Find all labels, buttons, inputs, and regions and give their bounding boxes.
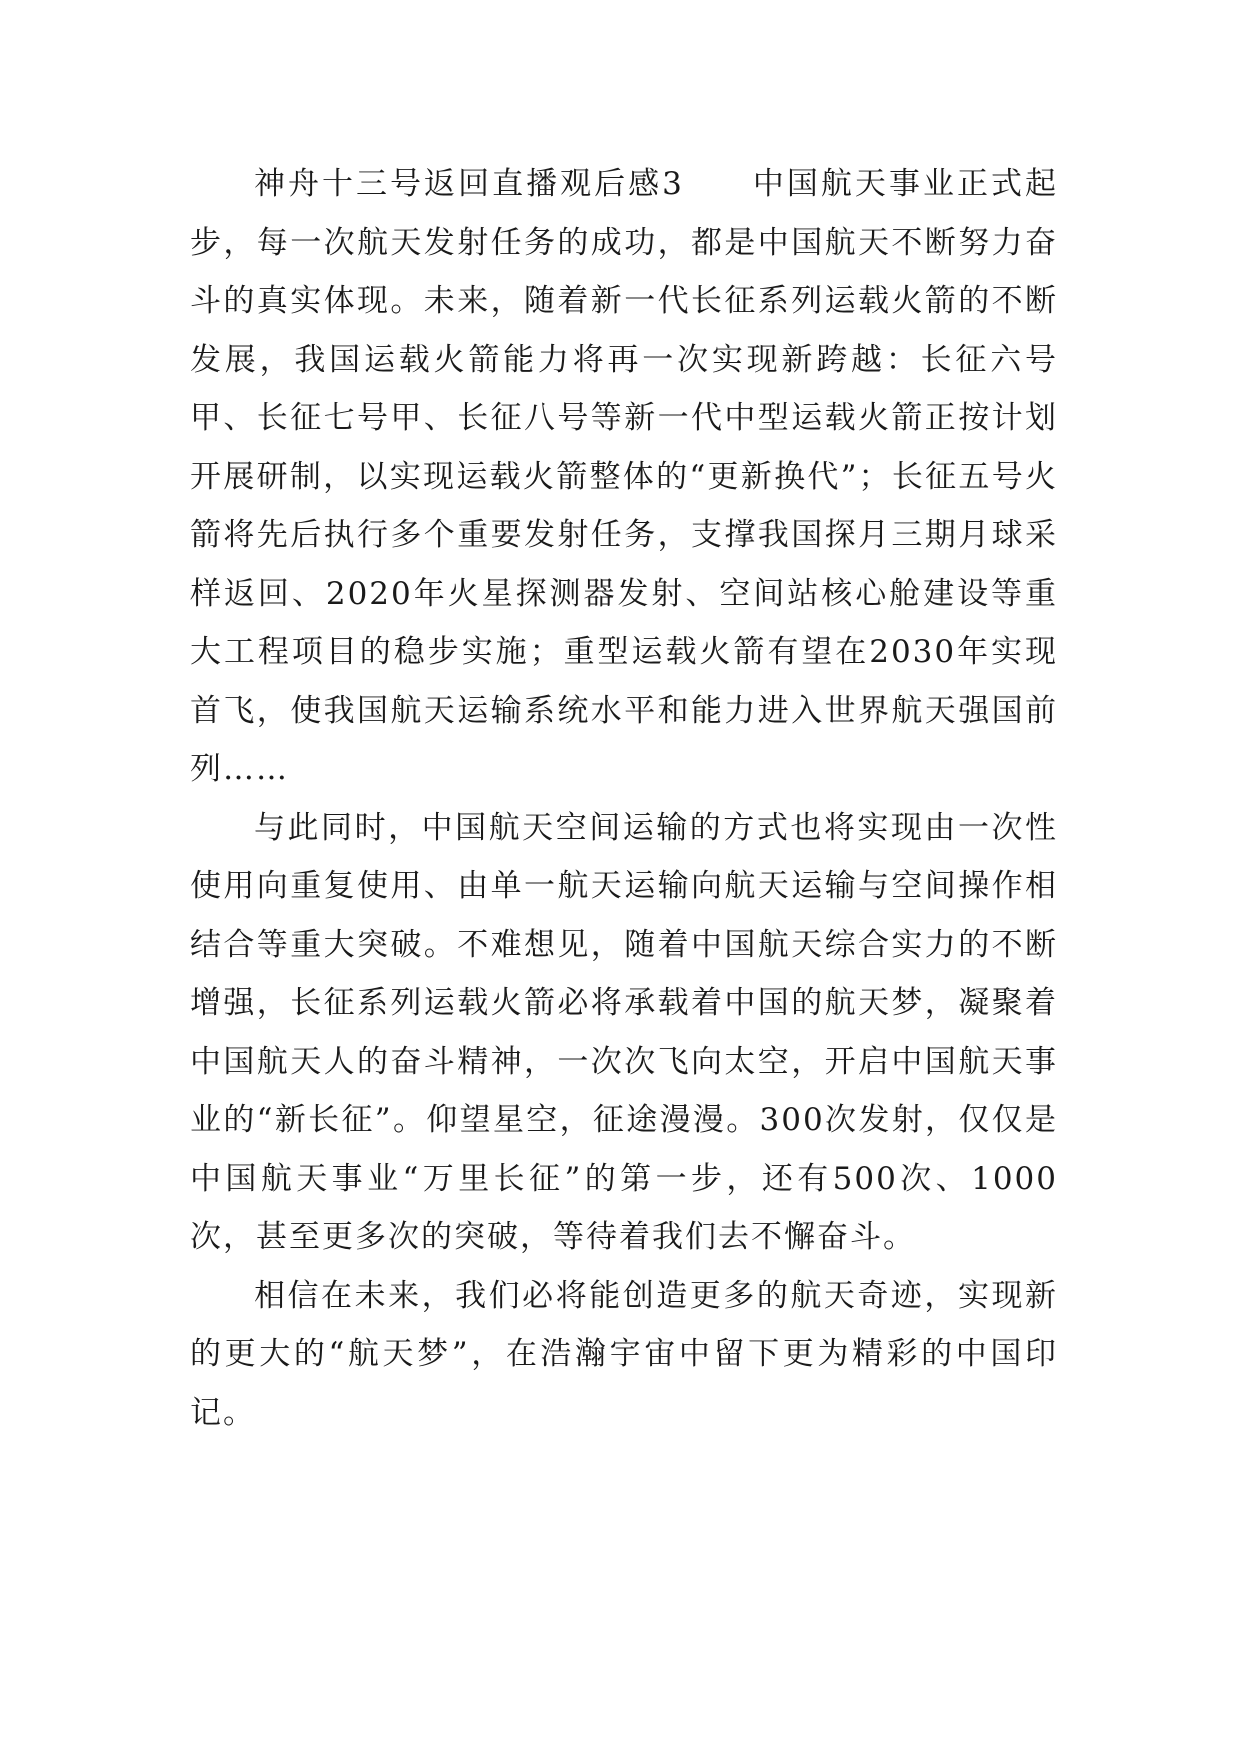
paragraph-1: 神舟十三号返回直播观后感3 中国航天事业正式起步，每一次航天发射任务的成功，都是中国航天不断努力奋斗的真实体现。未来，随着新一代长征系列运载火箭的不断发展，我国运载火箭能力将再一次实现新跨越：长征六号甲、长征七号甲、长征八号等新一代中型运载火箭正按计划开展研制，以实现运载火箭整体的“更新换代”；长征五号火箭将先后执行多个重要发射任务，支撑我国探月三期月球采样返回、2020年火星探测器发射、空间站核心舱建设等重大工程项目的稳步实施；重型运载火箭有望在2030年实现首飞，使我国航天运输系统水平和能力进入世界航天强国前列…… bbox=[190, 166, 1058, 787]
paragraph-2: 与此同时，中国航天空间运输的方式也将实现由一次性使用向重复使用、由单一航天运输向航天运输与空间操作相结合等重大突破。不难想见，随着中国航天综合实力的不断增强，长征系列运载火箭必将承载着中国的航天梦，凝聚着中国航天人的奋斗精神，一次次飞向太空，开启中国航天事业的“新长征”。仰望星空，征途漫漫。300次发射，仅仅是中国航天事业“万里长征”的第一步，还有500次、1000次，甚至更多次的突破，等待着我们去不懈奋斗。 bbox=[190, 809, 1058, 1255]
document-body bbox=[190, 155, 1058, 1442]
paragraph-3: 相信在未来，我们必将能创造更多的航天奇迹，实现新的更大的“航天梦”，在浩瀚宇宙中留下更为精彩的中国印记。 bbox=[190, 1277, 1058, 1431]
